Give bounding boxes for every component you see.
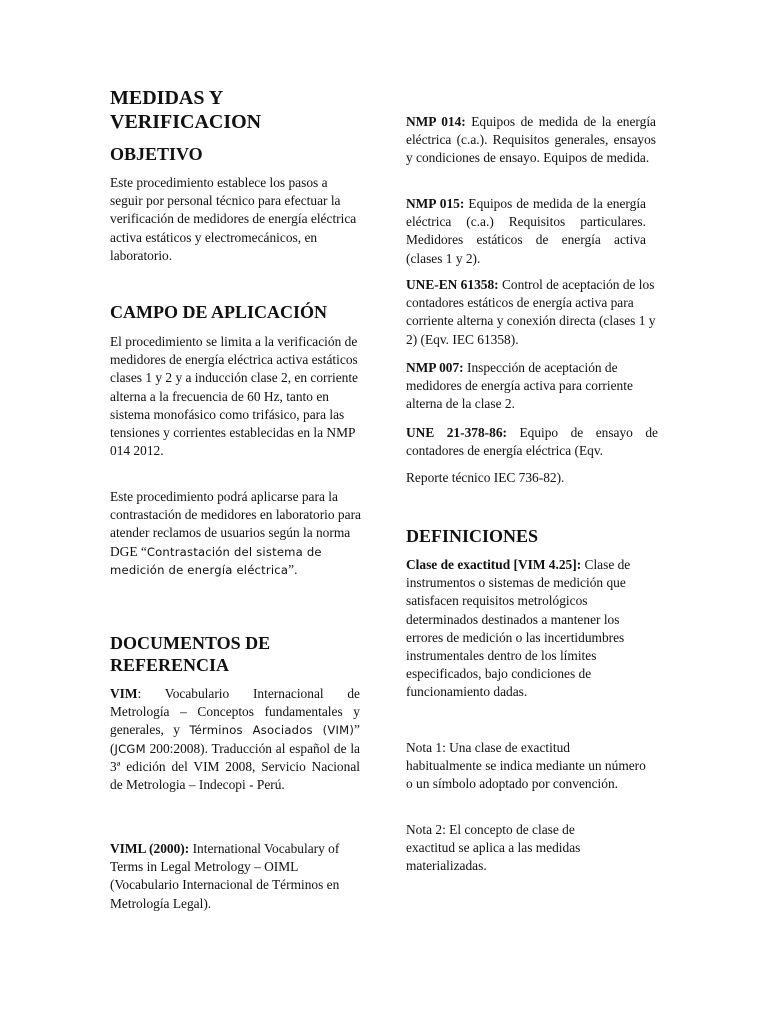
ref-une-en-61358 bbox=[406, 276, 656, 349]
objetivo-text: Este procedimiento establece los pasos a seguir por personal técnico para efectuar la verificación de medidores de energía eléctrica activa estáticos y electromecánicos, en laboratorio. bbox=[110, 175, 357, 263]
ref-text: Equipo de ensayo de contadores de energía eléctrica (Eqv. bbox=[406, 425, 658, 459]
vim-text-3: 200:2008). Traducción al español de la 3ª edición del VIM 2008, Servicio Nacional de Metrologia – Indecopi - Perú. bbox=[110, 740, 360, 793]
documentos-heading: DOCUMENTOS DE REFERENCIA bbox=[110, 633, 271, 675]
ref-label: NMP 007: bbox=[406, 360, 464, 375]
nota-2: Nota 2: El concepto de clase de exactitud se aplica a las medidas materializadas. bbox=[406, 822, 581, 874]
definiciones-heading: DEFINICIONES bbox=[406, 526, 539, 546]
ref-une-21-378-86 bbox=[406, 424, 658, 460]
ref-nmp-007 bbox=[406, 359, 656, 414]
campo-paragraph-1: El procedimiento se limita a la verificación de medidores de energía eléctrica activa estáticos clases 1 y 2 y a inducción clase 2, en corriente alterna a la frecuencia de 60 Hz, tanto en sistema monofásico como trifásico, para las tensiones y corrientes establecidas en la NMP 014 2012. bbox=[110, 334, 359, 459]
ref-nmp-014 bbox=[406, 113, 656, 168]
viml-reference bbox=[110, 840, 350, 913]
vim-text-2: ” ( bbox=[110, 722, 360, 756]
ref-text: Equipos de medida de la energía eléctrica (c.a.). Requisitos generales, ensayos y condiciones de ensayo. Equipos de medida. bbox=[406, 114, 656, 166]
ref-label: UNE-EN 61358: bbox=[406, 277, 499, 292]
vim-label: VIM bbox=[110, 686, 138, 701]
term-label: Clase de exactitud [VIM 4.25]: bbox=[406, 557, 582, 572]
ref-text: Control de aceptación de los contadores estáticos de energía activa para corriente alterna y conexión directa (clases 1 y 2) (Eqv. IEC 61358). bbox=[406, 277, 656, 347]
clase-exactitud-definition bbox=[406, 556, 656, 702]
term-text: Clase de instrumentos o sistemas de medición que satisfacen requisitos metrológicos determinados destinados a mantener los errores de medición o las incertidumbres instrumentales dentro de los límites especificados, bajo condiciones de funcionamiento dadas. bbox=[406, 557, 631, 700]
viml-label: VIML (2000): bbox=[110, 841, 190, 856]
viml-text: International Vocabulary of Terms in Legal Metrology – OIML (Vocabulario Internacional de Términos en Metrología Legal). bbox=[110, 841, 340, 911]
vim-text-1: : Vocabulario Internacional de Metrología – Conceptos fundamentales y generales, y bbox=[110, 686, 360, 738]
ref-label: NMP 014: bbox=[406, 114, 466, 129]
campo-p2-norm-title: Contrastación del sistema de medición de energía eléctrica bbox=[110, 544, 322, 577]
vim-reference bbox=[110, 685, 360, 794]
objetivo-heading: OBJETIVO bbox=[110, 144, 203, 164]
ref-nmp-015 bbox=[406, 195, 646, 268]
campo-p2-text: Este procedimiento podrá aplicarse para la contrastación de medidores en laboratorio para atender reclamos de usuarios según la norma DGE “ bbox=[110, 489, 361, 559]
ref-label: UNE 21-378-86: bbox=[406, 425, 507, 440]
campo-p2-end: ”. bbox=[288, 561, 298, 577]
document-title: MEDIDAS Y VERIFICACION bbox=[110, 87, 262, 133]
campo-paragraph-2 bbox=[110, 488, 362, 579]
vim-mono-title: Términos Asociados (VIM) bbox=[189, 723, 355, 738]
ref-text: Inspección de aceptación de medidores de energía activa para corriente alterna de la clase 2. bbox=[406, 360, 633, 412]
ref-label: NMP 015: bbox=[406, 196, 465, 211]
reporte-tecnico: Reporte técnico IEC 736-82). bbox=[406, 470, 565, 485]
vim-mono-jcgm: JCGM bbox=[114, 741, 146, 756]
nota-1: Nota 1: Una clase de exactitud habitualmente se indica mediante un número o un símbolo adoptado por convención. bbox=[406, 740, 646, 792]
ref-text: Equipos de medida de la energía eléctrica (c.a.) Requisitos particulares. Medidores estáticos de energía activa (clases 1 y 2). bbox=[406, 196, 646, 266]
campo-heading: CAMPO DE APLICACIÓN bbox=[110, 302, 328, 322]
